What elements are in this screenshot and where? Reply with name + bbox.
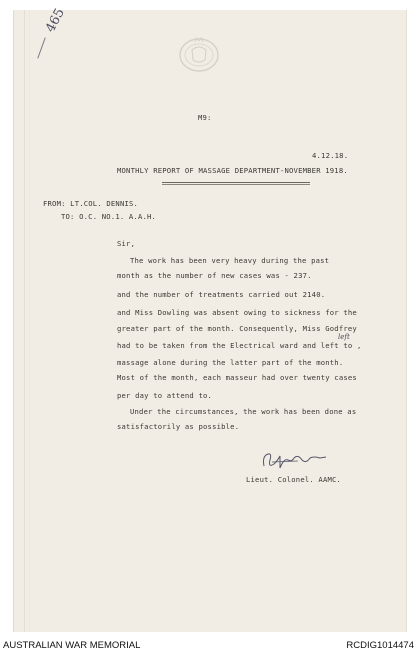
footer-bar [0, 638, 417, 654]
footer-right-label: RCDIG1014474 [346, 640, 414, 651]
body-line: satisfactorily as possible. [117, 422, 240, 431]
report-date: 4.12.18. [312, 151, 349, 160]
footer-left-label: AUSTRALIAN WAR MEMORIAL [3, 640, 141, 651]
body-line: Under the circumstances, the work has been done as [130, 407, 357, 416]
to-line: TO: O.C. NO.1. A.A.H. [61, 212, 157, 221]
title-underline-second [162, 184, 310, 185]
signature [258, 448, 330, 472]
signature-title: Lieut. Colonel. AAMC. [246, 475, 342, 484]
body-line: month as the number of new cases was - 237. [117, 271, 312, 280]
file-reference: M9: [198, 113, 212, 122]
title-underline [162, 182, 310, 183]
body-line: Most of the month, each masseur had over twenty cases [117, 373, 357, 382]
body-line: had to be taken from the Electrical ward and left to , [117, 341, 362, 350]
body-line: and Miss Dowling was absent owing to sickness for the [117, 308, 357, 317]
body-line: greater part of the month. Consequently, Miss Godfrey [117, 324, 357, 333]
handwritten-correction: left [338, 333, 350, 341]
embossed-seal-icon [178, 36, 220, 74]
page-crease-secondary [29, 10, 30, 632]
document-page [13, 10, 407, 632]
report-title: MONTHLY REPORT OF MASSAGE DEPARTMENT-NOVEMBER 1918. [117, 166, 348, 175]
from-line: FROM: LT.COL. DENNIS. [43, 199, 139, 208]
folio-number: 465 [43, 6, 68, 36]
salutation: Sir, [117, 239, 136, 248]
page-crease [24, 10, 25, 632]
body-line: and the number of treatments carried out 2140. [117, 290, 326, 299]
body-line: massage alone during the latter part of the month. [117, 358, 344, 367]
body-line: The work has been very heavy during the past [130, 256, 330, 265]
body-line: per day to attend to. [117, 391, 213, 400]
